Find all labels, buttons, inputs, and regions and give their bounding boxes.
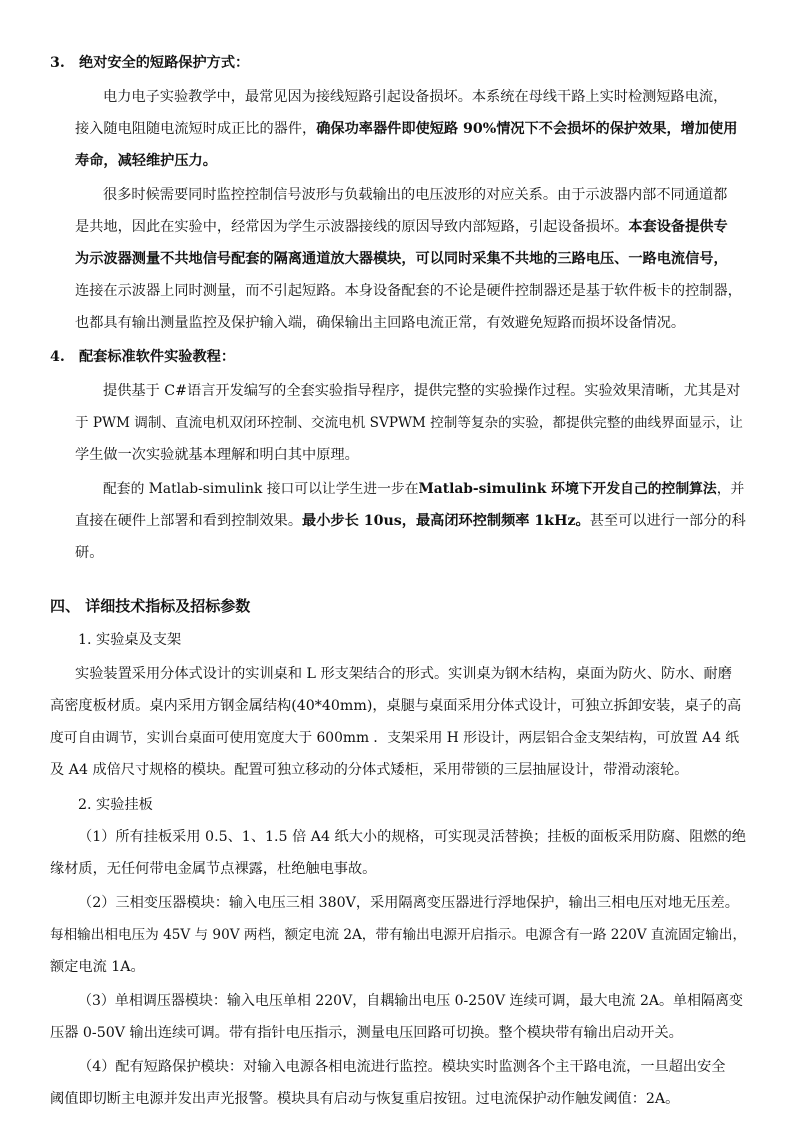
text-run: 接入随电阻随电流短时成正比的器件， xyxy=(75,121,317,137)
text-run-bold: 本套设备提供专 xyxy=(628,219,728,235)
paragraph-line: 于 PWM 调制、直流电机双闭环控制、交流电机 SVPWM 控制等复杂的实验，都提供完整的曲线界面显示，让 xyxy=(75,415,743,431)
text-run: 甚至可以进行一部分的科 xyxy=(589,513,746,529)
text-run-bold: 确保功率器件即使短路 90%情况下不会损坏的保护效果，增加使用 xyxy=(316,121,738,137)
text-run: 是共地，因此在实验中，经常因为学生示波器接线的原因导致内部短路，引起设备损坏。 xyxy=(75,219,629,235)
text-run: 直接在硬件上部署和看到控制效果。 xyxy=(75,513,303,529)
paragraph-line: 阈值即切断主电源并发出声光报警。模块具有启动与恢复重启按钮。过电流保护动作触发阈值：2A。 xyxy=(50,1091,680,1107)
paragraph-line xyxy=(75,506,746,536)
section-title-specs: 四、 详细技术指标及招标参数 xyxy=(50,597,251,615)
paragraph-line xyxy=(75,114,737,144)
paragraph-line xyxy=(75,212,728,242)
paragraph-line: 每相输出相电压为 45V 与 90V 两档，额定电流 2A，带有输出电源开启指示。电源含有一路 220V 直流固定输出， xyxy=(50,927,747,943)
paragraph-line xyxy=(103,474,744,504)
text-run-bold: Matlab-simulink 环境下开发自己的控制算法 xyxy=(418,481,717,497)
paragraph-line: 提供基于 C#语言开发编写的全套实验指导程序，提供完整的实验操作过程。实验效果清晰，尤其是对 xyxy=(103,383,741,399)
paragraph-line: 压器 0-50V 输出连续可调。带有指针电压指示，测量电压回路可切换。整个模块带有输出启动开关。 xyxy=(50,1025,683,1041)
list-item-1: （1）所有挂板采用 0.5、1、1.5 倍 A4 纸大小的规格，可实现灵活替换；挂板的面板采用防腐、阻燃的绝 xyxy=(78,829,746,845)
list-item-4: （4）配有短路保护模块：对输入电源各相电流进行监控。模块实时监测各个主干路电流，一旦超出安全 xyxy=(78,1059,726,1075)
paragraph-line: 也都具有输出测量监控及保护输入端，确保输出主回路电流正常，有效避免短路而损坏设备情况。 xyxy=(75,315,686,331)
heading-short-circuit-protection: 3. 绝对安全的短路保护方式： xyxy=(50,55,250,71)
paragraph-line: 额定电流 1A。 xyxy=(50,959,145,975)
paragraph-line: 缘材质，无任何带电金属节点裸露，杜绝触电事故。 xyxy=(50,861,377,877)
paragraph-line: 及 A4 成倍尺寸规格的模块。配置可独立移动的分体式矮柜，采用带锁的三层抽屉设计，带滑动滚轮。 xyxy=(50,762,689,778)
text-run: ，并 xyxy=(716,481,745,497)
paragraph-line: 度可自由调节，实训台桌面可使用宽度大于 600mm ．支架采用 H 形设计，两层铝合金支架结构，可放置 A4 纸 xyxy=(50,730,740,746)
paragraph-line: 很多时候需要同时监控控制信号波形与负载输出的电压波形的对应关系。由于示波器内部不同通道都 xyxy=(103,187,728,203)
list-item-2: （2）三相变压器模块：输入电压三相 380V，采用隔离变压器进行浮地保护，输出三相电压对地无压差。 xyxy=(78,895,739,911)
text-run-bold: 最小步长 10us，最高闭环控制频率 1kHz。 xyxy=(302,513,590,529)
paragraph-line: 高密度板材质。桌内采用方钢金属结构(40*40mm)，桌腿与桌面采用分体式设计，可独立拆卸安装，桌子的高 xyxy=(50,698,742,714)
heading-software-tutorial: 4. 配套标准软件实验教程： xyxy=(50,349,236,365)
paragraph-line: 学生做一次实验就基本理解和明白其中原理。 xyxy=(75,447,359,463)
paragraph-line: 研。 xyxy=(75,545,104,561)
paragraph-line-bold: 寿命，减轻维护压力。 xyxy=(75,153,217,169)
text-run: 配套的 Matlab-simulink 接口可以让学生进一步在 xyxy=(103,481,419,497)
list-item-3: （3）单相调压器模块：输入电压单相 220V，自耦输出电压 0-250V 连续可调，最大电流 2A。单相隔离变 xyxy=(78,993,744,1009)
paragraph-line: 连接在示波器上同时测量，而不引起短路。本身设备配套的不论是硬件控制器还是基于软件板卡的控制器， xyxy=(75,283,742,299)
subheading-panels: 2. 实验挂板 xyxy=(78,797,153,813)
paragraph-line-bold: 为示波器测量不共地信号配套的隔离通道放大器模块，可以同时采集不共地的三路电压、一路电流信号， xyxy=(75,251,728,267)
paragraph-line: 实验装置采用分体式设计的实训桌和 L 形支架结合的形式。实训桌为钢木结构，桌面为防火、防水、耐磨 xyxy=(75,666,732,682)
paragraph-line: 电力电子实验教学中，最常见因为接线短路引起设备损坏。本系统在母线干路上实时检测短路电流， xyxy=(103,89,728,105)
subheading-desk: 1. 实验桌及支架 xyxy=(78,632,182,648)
